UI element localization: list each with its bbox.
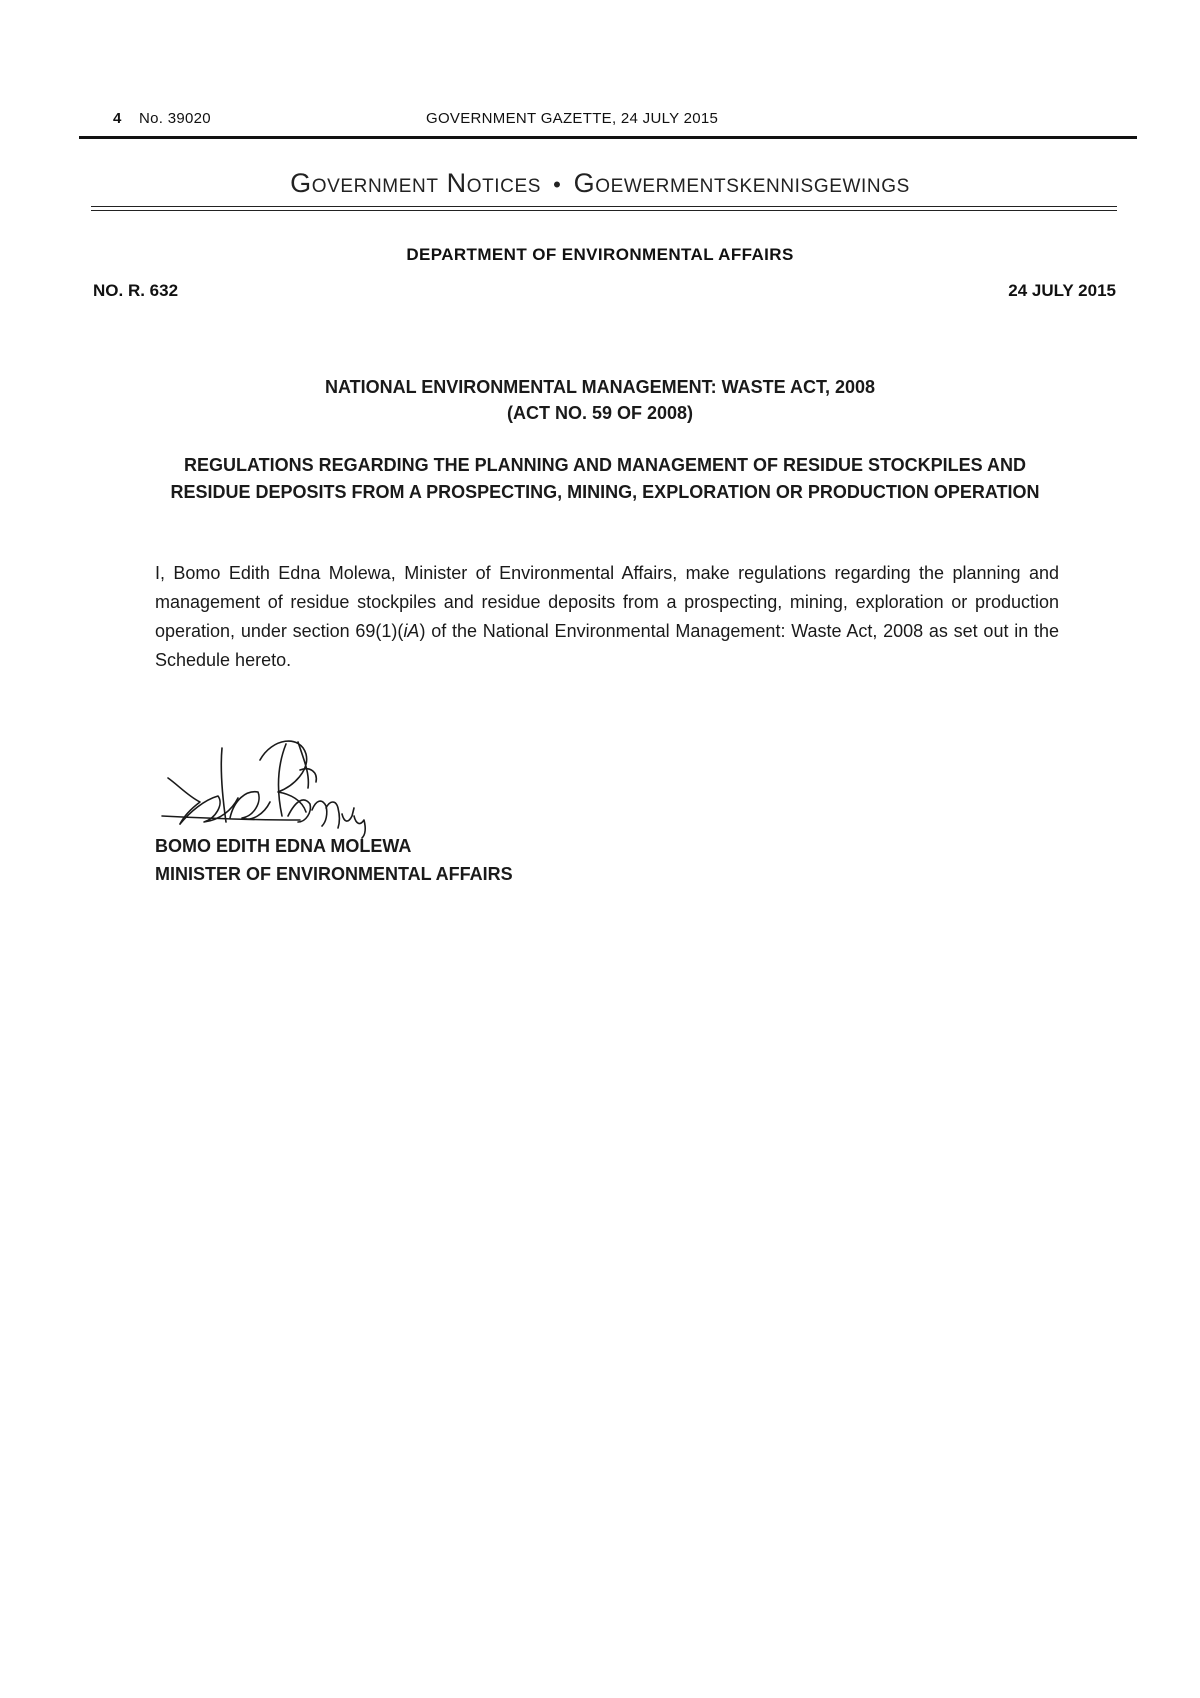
body-section-reference: iA [403, 621, 420, 641]
act-title [0, 374, 1200, 426]
notice-body [155, 559, 1059, 675]
signatory-title: MINISTER OF ENVIRONMENTAL AFFAIRS [155, 864, 513, 884]
gazette-title: GOVERNMENT GAZETTE, 24 JULY 2015 [426, 110, 719, 127]
department-heading: DEPARTMENT OF ENVIRONMENTAL AFFAIRS [406, 245, 794, 264]
section-rule-top [91, 206, 1117, 207]
signatory-block [155, 832, 513, 888]
bullet-icon: • [553, 172, 562, 197]
act-title-line2: (ACT NO. 59 OF 2008) [506, 403, 694, 423]
notice-number: NO. R. 632 [93, 281, 179, 300]
section-title-english: Government Notices [290, 168, 542, 198]
signature-image [160, 730, 390, 840]
page-number: 4 [113, 110, 122, 127]
header-rule [79, 136, 1137, 139]
body-text-end: ) of the National Environmental Management: Waste Act, 2008 as set out in the Schedule hereto. [155, 621, 1060, 670]
act-title-line1: NATIONAL ENVIRONMENTAL MANAGEMENT: WASTE ACT, 2008 [324, 377, 876, 397]
issue-number: No. 39020 [139, 110, 211, 127]
section-title-afrikaans: Goewermentskennisgewings [573, 168, 910, 198]
section-rule-bottom [91, 210, 1117, 211]
running-header [79, 108, 1137, 132]
notice-date: 24 JULY 2015 [1008, 281, 1116, 300]
section-title [0, 168, 1200, 199]
body-text-start: I, Bomo Edith Edna Molewa, Minister of Environmental Affairs, make regulations regarding the planning and management of residue stockpiles and residue deposits from a prospecting, mining, exploration or production operation, under section 69(1)( [155, 563, 1059, 641]
regulation-title: REGULATIONS REGARDING THE PLANNING AND MANAGEMENT OF RESIDUE STOCKPILES AND RESIDUE DEPOSITS FROM A PROSPECTING, MINING, EXPLORATION OR PRODUCTION OPERATION [170, 455, 1040, 502]
signatory-name: BOMO EDITH EDNA MOLEWA [155, 836, 412, 856]
